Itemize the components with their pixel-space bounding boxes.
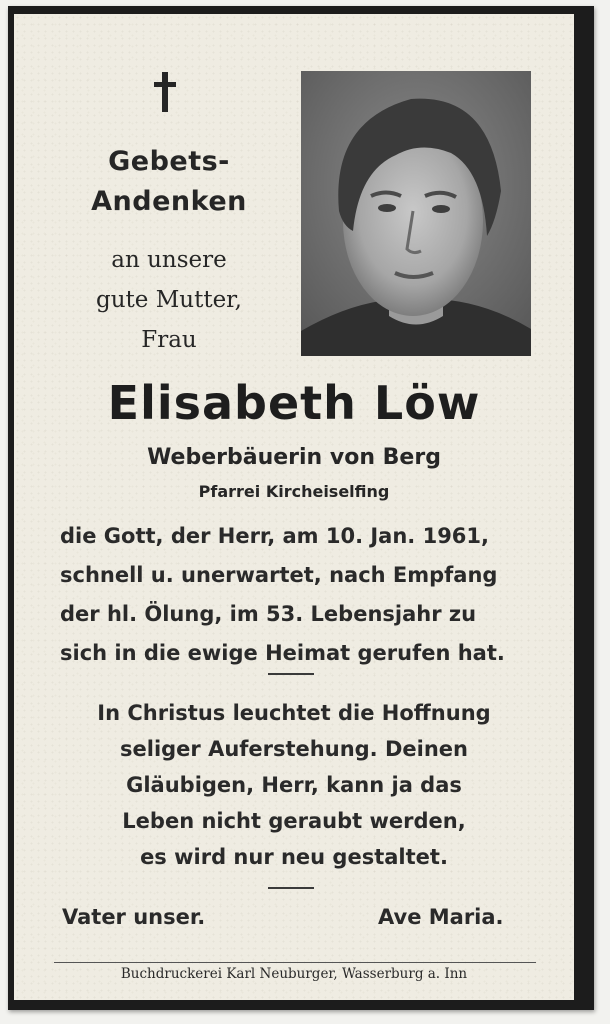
divider-bottom <box>268 887 314 889</box>
heading-line-2: Andenken <box>91 186 247 217</box>
latin-cross-icon <box>154 72 176 112</box>
printer-credit: Buchdruckerei Karl Neuburger, Wasserburg a. Inn <box>120 966 468 982</box>
death-notice-line-2: schnell u. unerwartet, nach Empfang <box>60 563 498 587</box>
verse-line-4: Leben nicht geraubt werden, <box>122 809 466 833</box>
occupation: Weberbäuerin von Berg <box>147 445 441 470</box>
scripture-verse <box>74 695 514 875</box>
prayer-right: Ave Maria. <box>378 905 504 929</box>
death-notice-line-3: der hl. Ölung, im 53. Lebensjahr zu <box>60 602 477 626</box>
intro <box>54 240 284 360</box>
intro-line-1: an unsere <box>111 247 227 273</box>
heading-line-1: Gebets- <box>108 146 230 177</box>
prayer-left: Vater unser. <box>62 905 206 929</box>
death-notice-line-1: die Gott, der Herr, am 10. Jan. 1961, <box>60 524 490 548</box>
parish: Pfarrei Kircheiselfing <box>198 482 390 501</box>
verse-line-3: Gläubigen, Herr, kann ja das <box>126 773 462 797</box>
heading <box>54 142 284 222</box>
verse-line-2: seliger Auferstehung. Deinen <box>120 737 468 761</box>
verse-line-1: In Christus leuchtet die Hoffnung <box>97 701 491 725</box>
card-paper <box>14 14 574 1000</box>
divider-top <box>268 673 314 675</box>
intro-line-2: gute Mutter, <box>96 287 242 313</box>
portrait-photo <box>301 71 531 356</box>
deceased-name: Elisabeth Löw <box>107 376 481 430</box>
verse-line-5: es wird nur neu gestaltet. <box>140 845 448 869</box>
footer-rule <box>54 962 536 963</box>
death-notice <box>60 517 540 673</box>
memorial-card <box>8 6 594 1010</box>
death-notice-line-4: sich in die ewige Heimat gerufen hat. <box>60 641 505 665</box>
intro-line-3: Frau <box>141 327 197 353</box>
